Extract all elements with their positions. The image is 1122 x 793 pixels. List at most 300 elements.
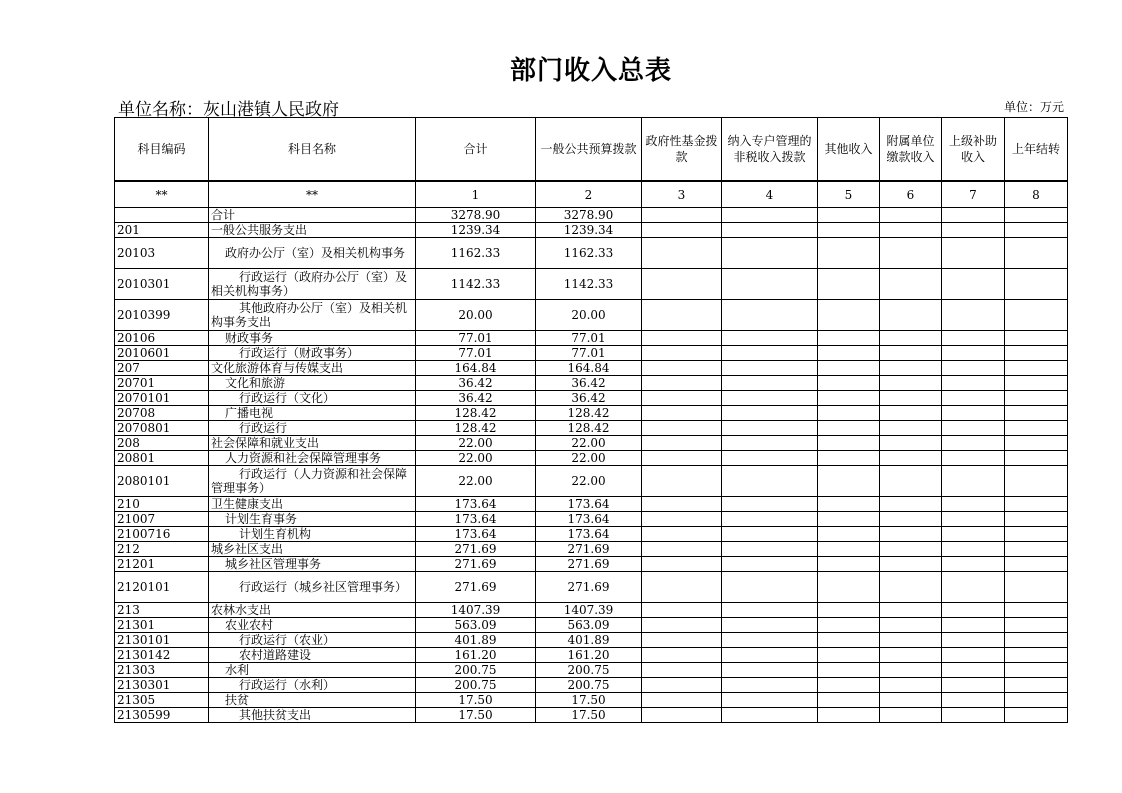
empty-cell [818,633,880,648]
column-number: 4 [722,181,818,208]
subject-name: 行政运行（农业） [209,633,416,648]
empty-cell [942,678,1005,693]
empty-cell [642,512,722,527]
empty-cell [818,346,880,361]
column-number: 6 [880,181,942,208]
total-amount: 77.01 [416,346,536,361]
subject-name: 卫生健康支出 [209,497,416,512]
table-row [115,361,1068,376]
column-header: 上级补助收入 [942,118,1005,182]
column-number: 1 [416,181,536,208]
empty-cell [942,223,1005,238]
empty-cell [880,376,942,391]
empty-cell [1005,451,1068,466]
empty-cell [880,512,942,527]
general-budget-amount: 17.50 [536,708,642,723]
empty-cell [942,208,1005,223]
column-header: 政府性基金拨款 [642,118,722,182]
empty-cell [818,376,880,391]
empty-cell [642,497,722,512]
empty-cell [642,331,722,346]
empty-cell [642,421,722,436]
table-row [115,223,1068,238]
empty-cell [818,603,880,618]
column-header: 科目编码 [115,118,209,182]
empty-cell [1005,376,1068,391]
empty-cell [880,436,942,451]
empty-cell [722,346,818,361]
empty-cell [880,663,942,678]
empty-cell [722,300,818,331]
empty-cell [1005,603,1068,618]
total-amount: 173.64 [416,497,536,512]
general-budget-amount: 271.69 [536,557,642,572]
table-row [115,557,1068,572]
empty-cell [1005,406,1068,421]
general-budget-amount: 164.84 [536,361,642,376]
empty-cell [880,708,942,723]
empty-cell [942,331,1005,346]
column-header: 一般公共预算拨款 [536,118,642,182]
subject-name: 行政运行（城乡社区管理事务） [209,572,416,603]
empty-cell [1005,693,1068,708]
table-row [115,466,1068,497]
empty-cell [642,238,722,269]
empty-cell [942,406,1005,421]
table-row [115,346,1068,361]
total-amount: 563.09 [416,618,536,633]
table-row [115,451,1068,466]
general-budget-amount: 36.42 [536,391,642,406]
empty-cell [880,497,942,512]
empty-cell [818,421,880,436]
total-amount: 128.42 [416,421,536,436]
empty-cell [818,678,880,693]
subject-name: 社会保障和就业支出 [209,436,416,451]
subject-name: 财政事务 [209,331,416,346]
subject-code: 207 [115,361,209,376]
total-amount: 3278.90 [416,208,536,223]
empty-cell [818,542,880,557]
empty-cell [1005,269,1068,300]
column-header: 其他收入 [818,118,880,182]
empty-cell [642,406,722,421]
subject-code: 2130142 [115,648,209,663]
empty-cell [942,572,1005,603]
empty-cell [1005,557,1068,572]
empty-cell [642,572,722,603]
subject-code: 2010601 [115,346,209,361]
empty-cell [942,346,1005,361]
empty-cell [818,497,880,512]
empty-cell [642,542,722,557]
empty-cell [818,208,880,223]
general-budget-amount: 271.69 [536,542,642,557]
table-row [115,421,1068,436]
empty-cell [722,406,818,421]
empty-cell [642,618,722,633]
empty-cell [942,421,1005,436]
unit-name: 单位名称：灰山港镇人民政府 [118,100,339,120]
subject-code: 21301 [115,618,209,633]
empty-cell [942,451,1005,466]
total-amount: 36.42 [416,376,536,391]
empty-cell [818,238,880,269]
empty-cell [880,633,942,648]
empty-cell [642,208,722,223]
table-row [115,300,1068,331]
empty-cell [642,346,722,361]
empty-cell [942,663,1005,678]
table-row [115,648,1068,663]
empty-cell [642,466,722,497]
empty-cell [942,436,1005,451]
empty-cell [942,648,1005,663]
empty-cell [1005,436,1068,451]
total-amount: 36.42 [416,391,536,406]
total-amount: 161.20 [416,648,536,663]
general-budget-amount: 1142.33 [536,269,642,300]
empty-cell [722,223,818,238]
empty-cell [1005,238,1068,269]
table-row [115,527,1068,542]
empty-cell [642,708,722,723]
general-budget-amount: 161.20 [536,648,642,663]
subject-code: 20103 [115,238,209,269]
empty-cell [942,693,1005,708]
empty-cell [722,421,818,436]
column-number: ** [115,181,209,208]
empty-cell [818,300,880,331]
empty-cell [642,300,722,331]
total-amount: 77.01 [416,331,536,346]
subject-code: 2010301 [115,269,209,300]
subject-name: 其他扶贫支出 [209,708,416,723]
empty-cell [722,557,818,572]
empty-cell [642,451,722,466]
subject-name: 行政运行（水利） [209,678,416,693]
empty-cell [818,391,880,406]
total-amount: 173.64 [416,527,536,542]
total-amount: 164.84 [416,361,536,376]
subject-code: 21305 [115,693,209,708]
total-amount: 173.64 [416,512,536,527]
total-amount: 1162.33 [416,238,536,269]
general-budget-amount: 1407.39 [536,603,642,618]
empty-cell [1005,542,1068,557]
column-number: 7 [942,181,1005,208]
subject-code: 21201 [115,557,209,572]
empty-cell [880,300,942,331]
empty-cell [942,361,1005,376]
empty-cell [818,451,880,466]
empty-cell [722,527,818,542]
empty-cell [722,512,818,527]
empty-cell [1005,208,1068,223]
empty-cell [722,603,818,618]
subject-name: 行政运行 [209,421,416,436]
empty-cell [818,512,880,527]
table-row [115,708,1068,723]
table-row [115,391,1068,406]
empty-cell [642,391,722,406]
subject-name: 计划生育事务 [209,512,416,527]
table-row [115,633,1068,648]
empty-cell [942,391,1005,406]
empty-cell [942,527,1005,542]
empty-cell [722,208,818,223]
empty-cell [1005,300,1068,331]
empty-cell [818,269,880,300]
subject-code: 2130301 [115,678,209,693]
empty-cell [880,421,942,436]
empty-cell [942,466,1005,497]
subject-code: 2080101 [115,466,209,497]
empty-cell [880,391,942,406]
total-amount: 200.75 [416,678,536,693]
subject-name: 水利 [209,663,416,678]
general-budget-amount: 36.42 [536,376,642,391]
subject-code [115,208,209,223]
subject-code: 21007 [115,512,209,527]
total-amount: 1239.34 [416,223,536,238]
column-number-row [115,181,1068,208]
subject-code: 212 [115,542,209,557]
table-row [115,678,1068,693]
empty-cell [818,618,880,633]
empty-cell [1005,512,1068,527]
empty-cell [818,466,880,497]
subject-name: 城乡社区管理事务 [209,557,416,572]
total-amount: 128.42 [416,406,536,421]
table-row [115,208,1068,223]
table-row [115,497,1068,512]
column-number: 8 [1005,181,1068,208]
empty-cell [818,361,880,376]
general-budget-amount: 200.75 [536,678,642,693]
subject-name: 行政运行（财政事务） [209,346,416,361]
empty-cell [818,436,880,451]
empty-cell [880,223,942,238]
empty-cell [880,451,942,466]
empty-cell [818,708,880,723]
empty-cell [880,238,942,269]
general-budget-amount: 1162.33 [536,238,642,269]
empty-cell [642,693,722,708]
general-budget-amount: 22.00 [536,466,642,497]
empty-cell [880,208,942,223]
empty-cell [642,648,722,663]
empty-cell [642,663,722,678]
income-summary-table [114,117,1068,723]
general-budget-amount: 22.00 [536,436,642,451]
empty-cell [880,406,942,421]
empty-cell [722,451,818,466]
general-budget-amount: 22.00 [536,451,642,466]
empty-cell [1005,361,1068,376]
subject-name: 农村道路建设 [209,648,416,663]
empty-cell [1005,391,1068,406]
subject-code: 2010399 [115,300,209,331]
empty-cell [1005,331,1068,346]
table-row [115,436,1068,451]
subject-code: 210 [115,497,209,512]
table-row [115,269,1068,300]
empty-cell [818,223,880,238]
table-row [115,376,1068,391]
table-row [115,572,1068,603]
empty-cell [942,300,1005,331]
empty-cell [722,648,818,663]
empty-cell [722,331,818,346]
empty-cell [880,542,942,557]
subject-name: 一般公共服务支出 [209,223,416,238]
table-row [115,512,1068,527]
empty-cell [942,618,1005,633]
total-amount: 200.75 [416,663,536,678]
total-amount: 401.89 [416,633,536,648]
table-body [115,208,1068,723]
empty-cell [942,708,1005,723]
subject-code: 201 [115,223,209,238]
empty-cell [642,436,722,451]
empty-cell [880,466,942,497]
empty-cell [722,238,818,269]
empty-cell [1005,678,1068,693]
empty-cell [722,693,818,708]
empty-cell [1005,466,1068,497]
general-budget-amount: 563.09 [536,618,642,633]
total-amount: 17.50 [416,693,536,708]
column-number: 3 [642,181,722,208]
empty-cell [642,633,722,648]
table-row [115,238,1068,269]
subject-name: 农业农村 [209,618,416,633]
empty-cell [880,331,942,346]
empty-cell [942,269,1005,300]
general-budget-amount: 200.75 [536,663,642,678]
general-budget-amount: 401.89 [536,633,642,648]
empty-cell [818,406,880,421]
empty-cell [722,269,818,300]
empty-cell [642,603,722,618]
table-row [115,542,1068,557]
total-amount: 1142.33 [416,269,536,300]
empty-cell [722,708,818,723]
column-header: 上年结转 [1005,118,1068,182]
empty-cell [642,527,722,542]
empty-cell [1005,708,1068,723]
empty-cell [880,648,942,663]
empty-cell [818,663,880,678]
general-budget-amount: 173.64 [536,527,642,542]
column-header: 纳入专户管理的非税收入拨款 [722,118,818,182]
general-budget-amount: 271.69 [536,572,642,603]
empty-cell [818,557,880,572]
total-amount: 17.50 [416,708,536,723]
total-amount: 271.69 [416,557,536,572]
empty-cell [722,497,818,512]
subject-name: 合计 [209,208,416,223]
empty-cell [1005,497,1068,512]
empty-cell [880,603,942,618]
subject-code: 20701 [115,376,209,391]
subject-code: 2070101 [115,391,209,406]
subject-name: 行政运行（文化） [209,391,416,406]
empty-cell [722,678,818,693]
empty-cell [880,269,942,300]
general-budget-amount: 17.50 [536,693,642,708]
column-number: 2 [536,181,642,208]
subject-code: 213 [115,603,209,618]
table-row [115,693,1068,708]
subject-code: 20106 [115,331,209,346]
empty-cell [942,238,1005,269]
empty-cell [722,542,818,557]
empty-cell [880,527,942,542]
general-budget-amount: 173.64 [536,497,642,512]
subject-code: 2070801 [115,421,209,436]
unit-label: 单位：万元 [1003,100,1064,114]
empty-cell [722,391,818,406]
empty-cell [642,557,722,572]
subject-code: 2130599 [115,708,209,723]
empty-cell [818,693,880,708]
empty-cell [818,527,880,542]
subject-code: 20708 [115,406,209,421]
empty-cell [942,603,1005,618]
empty-cell [818,331,880,346]
empty-cell [642,678,722,693]
total-amount: 271.69 [416,572,536,603]
column-header: 附属单位缴款收入 [880,118,942,182]
column-number: 5 [818,181,880,208]
empty-cell [942,557,1005,572]
table-row [115,663,1068,678]
empty-cell [1005,618,1068,633]
table-row [115,406,1068,421]
table-row [115,331,1068,346]
column-header: 合计 [416,118,536,182]
empty-cell [880,557,942,572]
total-amount: 271.69 [416,542,536,557]
subject-name: 农林水支出 [209,603,416,618]
empty-cell [880,361,942,376]
empty-cell [722,572,818,603]
general-budget-amount: 77.01 [536,346,642,361]
empty-cell [942,633,1005,648]
subject-code: 2120101 [115,572,209,603]
subject-name: 扶贫 [209,693,416,708]
empty-cell [942,512,1005,527]
empty-cell [880,678,942,693]
empty-cell [1005,346,1068,361]
empty-cell [722,663,818,678]
empty-cell [722,436,818,451]
general-budget-amount: 77.01 [536,331,642,346]
empty-cell [880,572,942,603]
subject-code: 2100716 [115,527,209,542]
empty-cell [722,633,818,648]
subject-code: 20801 [115,451,209,466]
empty-cell [1005,223,1068,238]
subject-code: 2130101 [115,633,209,648]
empty-cell [642,361,722,376]
subject-name: 文化旅游体育与传媒支出 [209,361,416,376]
general-budget-amount: 128.42 [536,406,642,421]
empty-cell [818,648,880,663]
empty-cell [722,466,818,497]
